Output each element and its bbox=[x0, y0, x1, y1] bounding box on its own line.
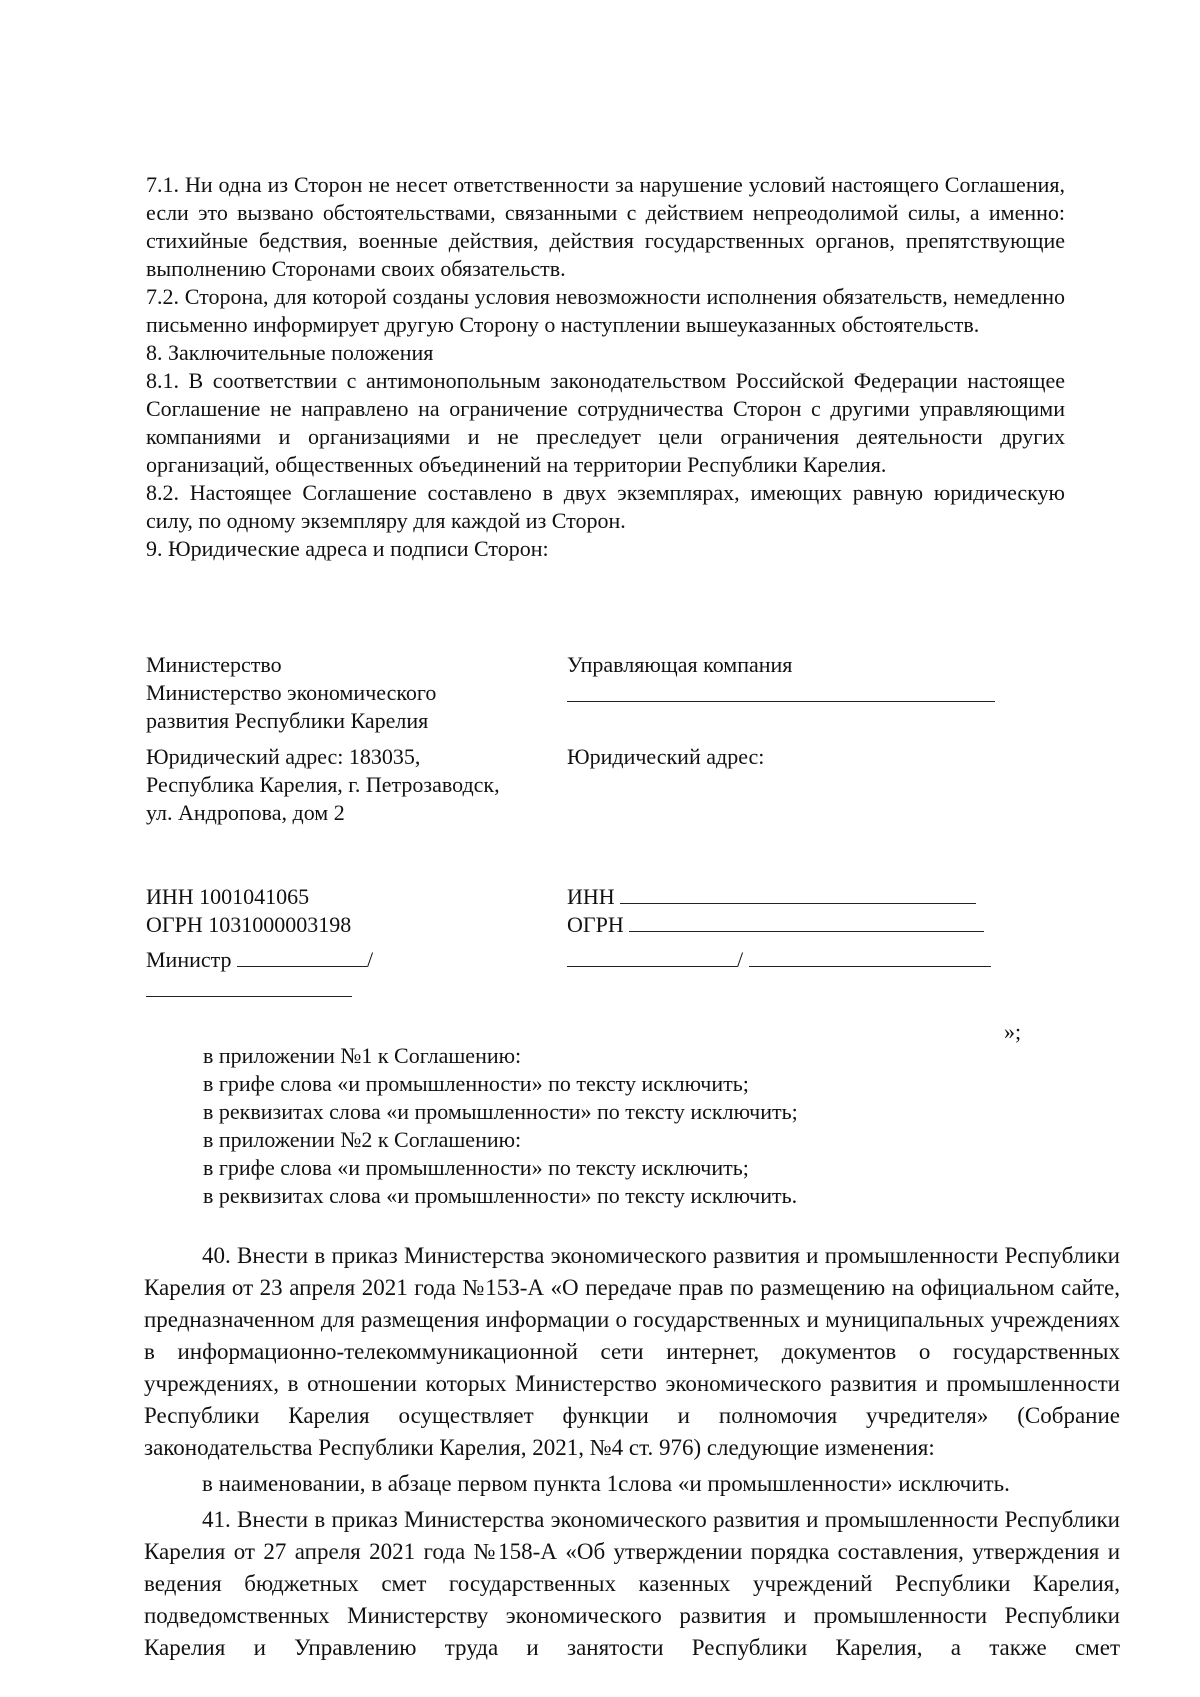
change-item: в грифе слова «и промышленности» по тексту исключить; bbox=[203, 1155, 749, 1180]
change-item: в приложении №2 к Соглашению: bbox=[203, 1127, 522, 1152]
order-text bbox=[144, 1240, 1120, 1664]
ministry-signature bbox=[146, 946, 556, 1002]
company-name-signature-blank bbox=[749, 946, 991, 967]
section-8-heading: 8. Заключительные положения bbox=[146, 340, 434, 365]
ministry-name-line2: развития Республики Карелия bbox=[146, 708, 429, 733]
company-org-type: Управляющая компания bbox=[567, 652, 793, 677]
ministry-org-type: Министерство bbox=[146, 652, 282, 677]
minister-name-blank bbox=[146, 976, 352, 997]
ministry-registration bbox=[146, 883, 556, 939]
change-item: в приложении №1 к Соглашению: bbox=[203, 1043, 522, 1068]
agreement-text bbox=[146, 171, 1065, 563]
clause-8-2: 8.2. Настоящее Соглашение составлено в двух экземплярах, имеющих равную юридическую силу, по одному экземпляру для каждой из Сторон. bbox=[146, 480, 1065, 533]
ministry-ogrn: ОГРН 1031000003198 bbox=[146, 912, 352, 937]
item-40: 40. Внести в приказ Министерства экономического развития и промышленности Республики Карелия от 23 апреля 2021 года №153-А «О передаче прав по размещению на официальном сайте, предназначенном для размещения информации о государственных и муниципальных учреждениях в информационно-телекоммуникационной сети интернет, документов о государственных учреждениях, в отношении которых Министерство экономического развития и промышленности Республики Карелия осуществляет функции и полномочия учредителя» (Собрание законодательства Республики Карелия, 2021, №4 ст. 976) следующие изменения: bbox=[144, 1243, 1120, 1460]
ministry-name-line1: Министерство экономического bbox=[146, 680, 437, 705]
minister-name-row bbox=[146, 974, 556, 1002]
company-signature-row bbox=[567, 946, 997, 974]
clause-8-1: 8.1. В соответствии с антимонопольным законодательством Российской Федерации настоящее Соглашение не направлено на ограничение сотрудничества Сторон с другими управляющими компаниями и организациями и не преследует цели ограничения деятельности других организаций, общественных объединений на территории Республики Карелия. bbox=[146, 368, 1065, 477]
ministry-column bbox=[146, 651, 556, 735]
company-inn-blank bbox=[620, 883, 976, 904]
ministry-address-line2: Республика Карелия, г. Петрозаводск, bbox=[146, 772, 500, 797]
company-ogrn-label: ОГРН bbox=[567, 912, 624, 937]
signature-lines bbox=[146, 946, 1065, 1006]
closing-quote: »; bbox=[1004, 1019, 1022, 1044]
company-name-blank bbox=[567, 681, 995, 702]
change-item: в грифе слова «и промышленности» по тексту исключить; bbox=[203, 1071, 749, 1096]
minister-row bbox=[146, 946, 556, 974]
ministry-address-line3: ул. Андропова, дом 2 bbox=[146, 800, 345, 825]
change-item: в реквизитах слова «и промышленности» по тексту исключить. bbox=[203, 1183, 798, 1208]
company-ogrn-blank bbox=[629, 911, 984, 932]
company-column bbox=[567, 651, 997, 707]
company-address-label: Юридический адрес: bbox=[567, 744, 765, 769]
company-registration bbox=[567, 883, 997, 939]
signature-block bbox=[146, 651, 1065, 951]
section-9-heading: 9. Юридические адреса и подписи Сторон: bbox=[146, 536, 549, 561]
company-inn-label: ИНН bbox=[567, 884, 615, 909]
ministry-address-line1: Юридический адрес: 183035, bbox=[146, 744, 421, 769]
company-ogrn-row bbox=[567, 911, 997, 939]
clause-7-2: 7.2. Сторона, для которой созданы условия невозможности исполнения обязательств, немедленно письменно информирует другую Сторону о наступлении вышеуказанных обстоятельств. bbox=[146, 284, 1065, 337]
company-signature-blank bbox=[567, 946, 737, 967]
item-40-change: в наименовании, в абзаце первом пункта 1слова «и промышленности» исключить. bbox=[202, 1471, 1010, 1496]
appendix-changes bbox=[203, 1042, 1073, 1210]
company-address bbox=[567, 743, 997, 771]
change-item: в реквизитах слова «и промышленности» по тексту исключить; bbox=[203, 1099, 798, 1124]
clause-7-1: 7.1. Ни одна из Сторон не несет ответственности за нарушение условий настоящего Соглашения, если это вызвано обстоятельствами, связанными с действием непреодолимой силы, а именно: стихийные бедствия, военные действия, действия государственных органов, препятствующие выполнению Сторонами своих обязательств. bbox=[146, 172, 1065, 281]
minister-signature-blank bbox=[237, 946, 367, 967]
company-slash: / bbox=[737, 947, 744, 972]
minister-label: Министр bbox=[146, 947, 232, 972]
company-signature bbox=[567, 946, 997, 974]
company-name-line bbox=[567, 679, 997, 707]
minister-slash: / bbox=[367, 947, 374, 972]
ministry-address bbox=[146, 743, 556, 827]
ministry-inn: ИНН 1001041065 bbox=[146, 884, 310, 909]
company-inn-row bbox=[567, 883, 997, 911]
item-41: 41. Внести в приказ Министерства экономического развития и промышленности Республики Карелия от 27 апреля 2021 года №158-А «Об утверждении порядка составления, утверждения и ведения бюджетных смет государственных казенных учреждений Республики Карелия, подведомственных Министерству экономического развития и промышленности Республики Карелия и Управлению труда и занятости Республики Карелия, а также смет bbox=[144, 1507, 1120, 1660]
